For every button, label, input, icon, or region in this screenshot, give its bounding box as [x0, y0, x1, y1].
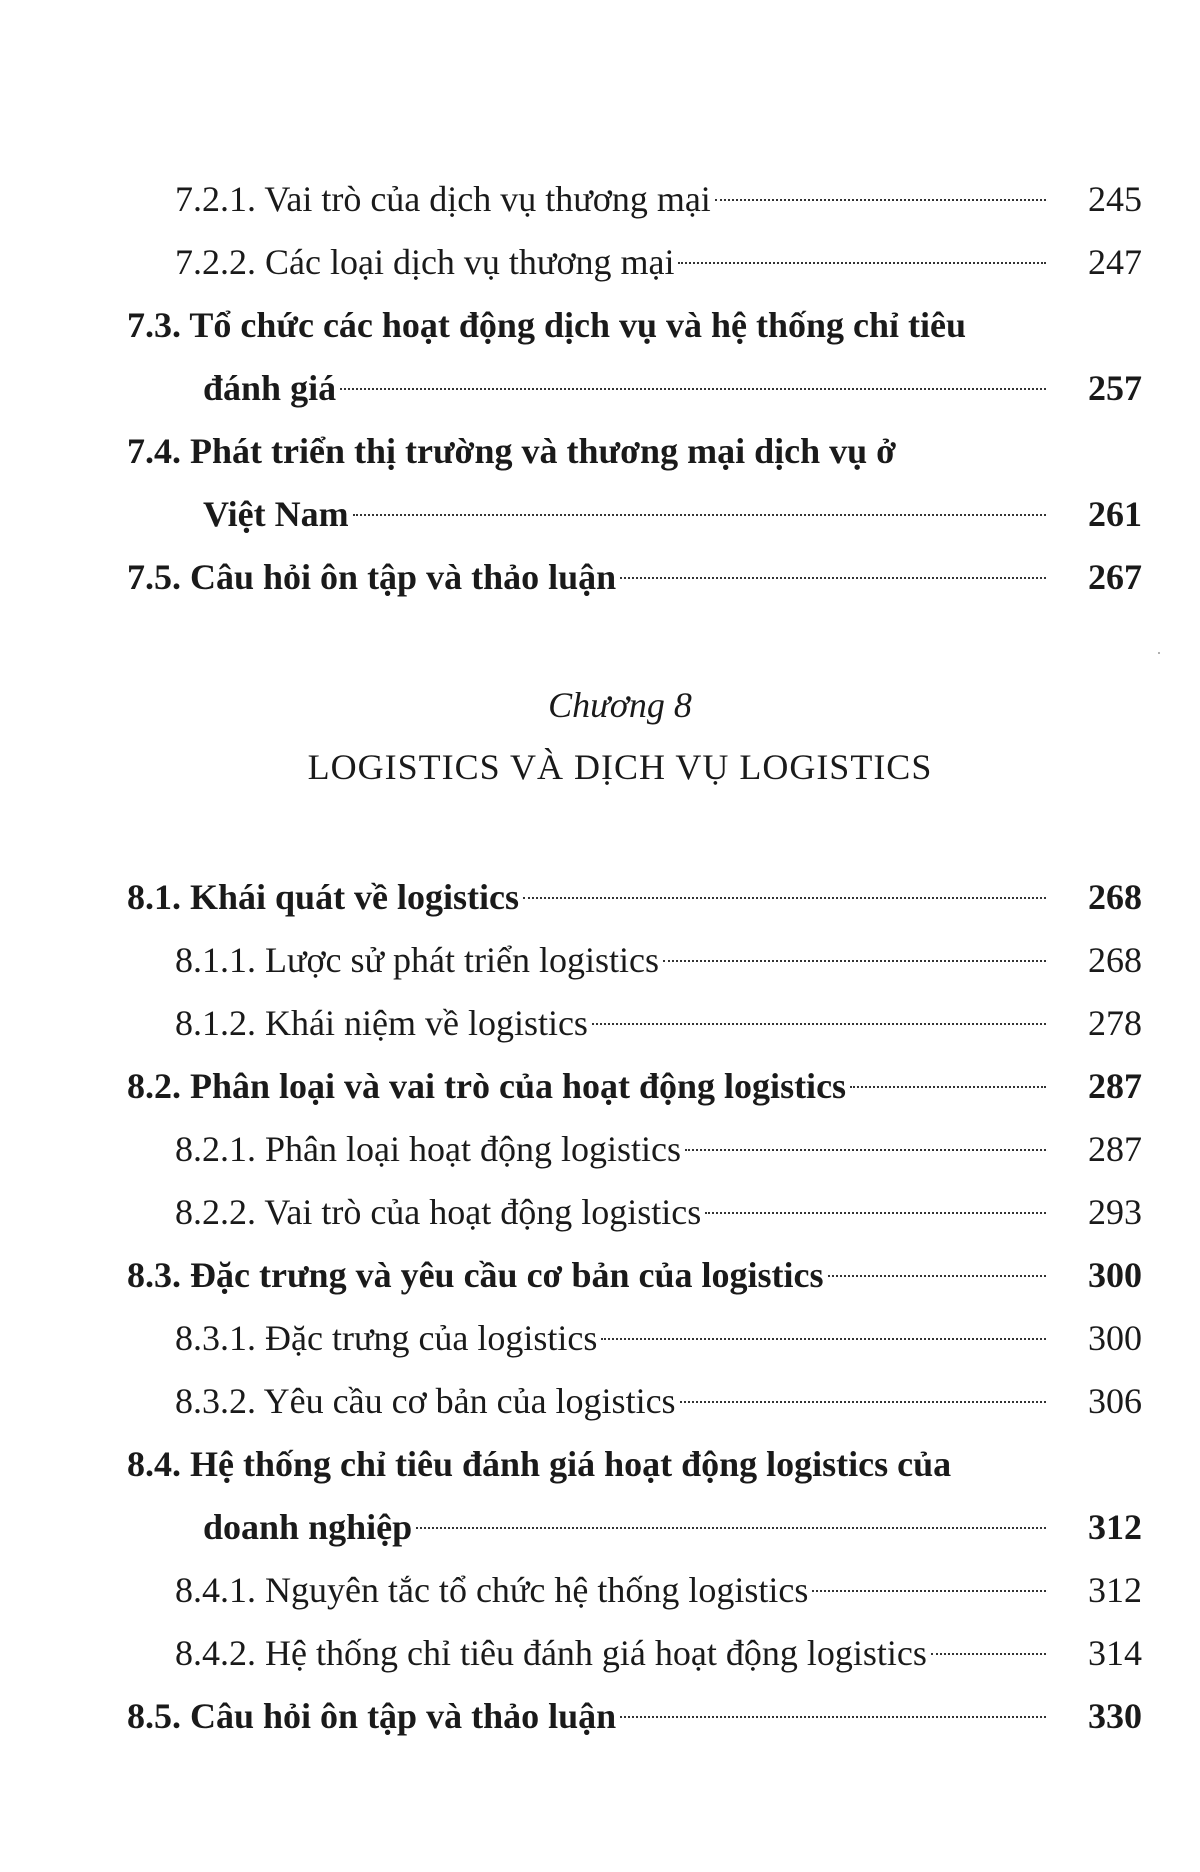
dot-leader — [850, 1086, 1046, 1088]
dot-leader — [678, 262, 1046, 264]
toc-entry-title: 8.2.2. Vai trò của hoạt động logistics — [175, 1192, 702, 1232]
dot-leader — [601, 1338, 1046, 1340]
toc-entry-page-number: 268 — [1088, 940, 1142, 980]
toc-entry — [0, 1622, 1200, 1685]
dot-leader — [705, 1212, 1046, 1214]
toc-entry-title-continued: Việt Nam — [203, 494, 349, 534]
dot-leader — [353, 514, 1046, 516]
dot-leader — [828, 1275, 1046, 1277]
toc-entry-page-number: 268 — [1088, 877, 1142, 917]
toc-entry-title: 7.5. Câu hỏi ôn tập và thảo luận — [127, 557, 617, 597]
toc-entry-title: 8.2. Phân loại và vai trò của hoạt động logistics — [127, 1066, 847, 1106]
dot-leader — [663, 960, 1046, 962]
toc-entry — [0, 1559, 1200, 1622]
toc-entry — [0, 294, 1200, 420]
toc-entry — [0, 1685, 1200, 1748]
toc-entry-title: 8.1.1. Lược sử phát triển logistics — [175, 940, 659, 980]
toc-entry-title-continued: doanh nghiệp — [203, 1507, 413, 1547]
dot-leader — [592, 1023, 1046, 1025]
toc-entry-page-number: 300 — [1088, 1318, 1142, 1358]
toc-entry-title: 8.3. Đặc trưng và yêu cầu cơ bản của logistics — [127, 1255, 824, 1295]
toc-entry-title: 8.4.2. Hệ thống chỉ tiêu đánh giá hoạt động logistics — [175, 1633, 927, 1673]
toc-entry — [0, 1244, 1200, 1307]
dot-leader — [931, 1653, 1046, 1655]
toc-entry-title: 8.3.1. Đặc trưng của logistics — [175, 1318, 598, 1358]
dot-leader — [680, 1401, 1046, 1403]
dot-leader — [340, 388, 1046, 390]
toc-entry-title-continued: đánh giá — [203, 368, 337, 408]
toc-entry-page-number: 247 — [1088, 242, 1142, 282]
chapter-heading — [0, 680, 1200, 792]
dot-leader — [685, 1149, 1046, 1151]
toc-chapter-8-section — [0, 866, 1200, 1748]
toc-entry-title: 8.1.2. Khái niệm về logistics — [175, 1003, 588, 1043]
toc-entry-page-number: 300 — [1088, 1255, 1142, 1295]
dot-leader — [416, 1527, 1046, 1529]
toc-entry-page-number: 312 — [1088, 1570, 1142, 1610]
toc-entry-page-number: 287 — [1088, 1066, 1142, 1106]
dot-leader — [620, 1716, 1046, 1718]
dot-leader — [620, 577, 1046, 579]
toc-entry — [0, 168, 1200, 231]
toc-entry — [0, 929, 1200, 992]
toc-entry-page-number: 306 — [1088, 1381, 1142, 1421]
toc-entry — [0, 1433, 1200, 1559]
toc-entry — [0, 1181, 1200, 1244]
toc-entry-page-number: 245 — [1088, 179, 1142, 219]
toc-chapter-7-section — [0, 168, 1200, 609]
toc-entry — [0, 1055, 1200, 1118]
toc-entry-title: 8.4. Hệ thống chỉ tiêu đánh giá hoạt động logistics của — [127, 1444, 952, 1484]
toc-entry-page-number: 278 — [1088, 1003, 1142, 1043]
chapter-title: LOGISTICS VÀ DỊCH VỤ LOGISTICS — [307, 747, 933, 787]
toc-entry — [0, 866, 1200, 929]
toc-entry — [0, 992, 1200, 1055]
toc-entry-page-number: 312 — [1088, 1507, 1142, 1547]
toc-entry — [0, 420, 1200, 546]
toc-entry-title: 7.2.1. Vai trò của dịch vụ thương mại — [175, 179, 711, 219]
toc-entry-title: 7.4. Phát triển thị trường và thương mại dịch vụ ở — [127, 431, 897, 471]
toc-entry-page-number: 267 — [1088, 557, 1142, 597]
toc-entry-title: 8.4.1. Nguyên tắc tổ chức hệ thống logistics — [175, 1570, 809, 1610]
toc-entry-page-number: 293 — [1088, 1192, 1142, 1232]
toc-entry-page-number: 287 — [1088, 1129, 1142, 1169]
toc-entry-title: 8.1. Khái quát về logistics — [127, 877, 520, 917]
toc-entry-page-number: 257 — [1088, 368, 1142, 408]
paper-speck — [1158, 652, 1160, 654]
toc-entry — [0, 231, 1200, 294]
toc-entry-page-number: 261 — [1088, 494, 1142, 534]
toc-entry-page-number: 314 — [1088, 1633, 1142, 1673]
toc-entry-title: 8.2.1. Phân loại hoạt động logistics — [175, 1129, 681, 1169]
toc-entry-title: 7.3. Tổ chức các hoạt động dịch vụ và hệ thống chỉ tiêu — [127, 305, 967, 345]
dot-leader — [523, 897, 1046, 899]
toc-entry — [0, 1370, 1200, 1433]
toc-entry — [0, 1307, 1200, 1370]
toc-entry — [0, 1118, 1200, 1181]
toc-entry-title: 8.3.2. Yêu cầu cơ bản của logistics — [175, 1381, 676, 1421]
toc-entry-title: 8.5. Câu hỏi ôn tập và thảo luận — [127, 1696, 617, 1736]
toc-entry-title: 7.2.2. Các loại dịch vụ thương mại — [175, 242, 675, 282]
chapter-label: Chương 8 — [548, 685, 692, 725]
toc-entry — [0, 546, 1200, 609]
toc-entry-page-number: 330 — [1088, 1696, 1142, 1736]
dot-leader — [812, 1590, 1046, 1592]
dot-leader — [715, 199, 1046, 201]
